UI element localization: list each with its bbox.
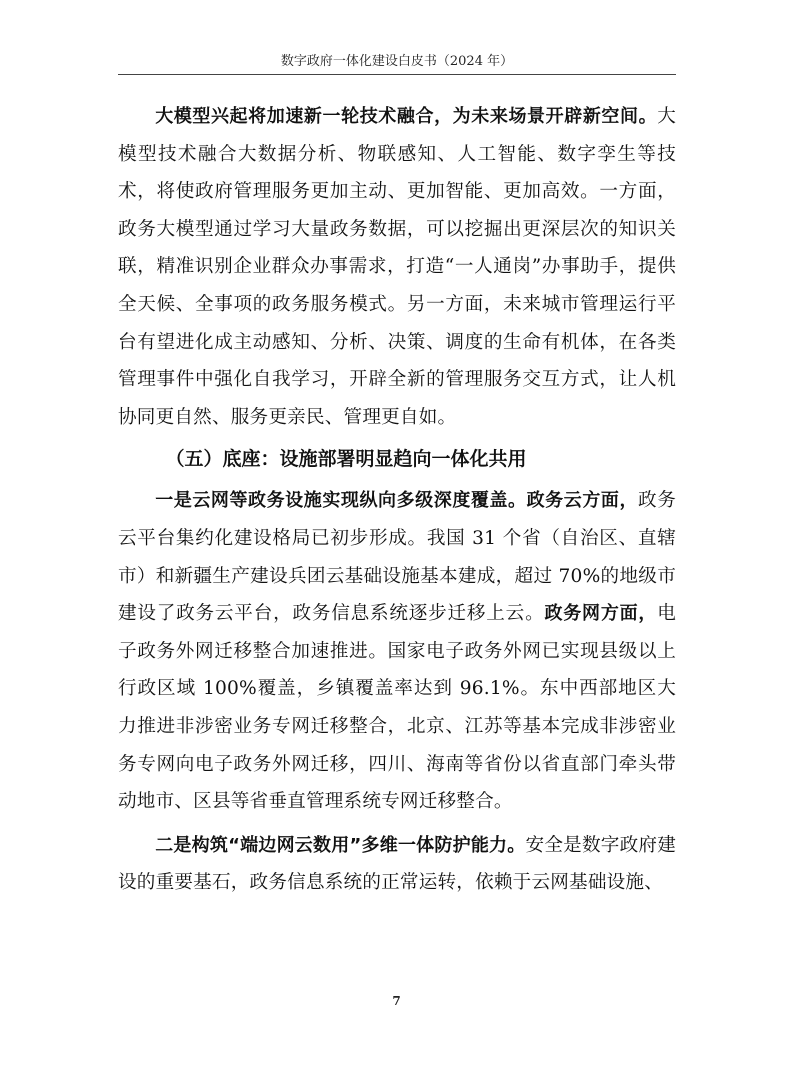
running-header: 数字政府一体化建设白皮书（2024 年） bbox=[118, 52, 676, 75]
paragraph-lead: 大模型兴起将加速新一轮技术融合，为未来场景开辟新空间。 bbox=[155, 106, 658, 127]
paragraph-lead: 一是云网等政务设施实现纵向多级深度覆盖。 bbox=[155, 490, 527, 512]
paragraph-cloud-network bbox=[118, 482, 676, 820]
subsection-lead-gov-network: 政务网方面， bbox=[544, 603, 658, 625]
subsection-lead-gov-cloud: 政务云方面， bbox=[526, 490, 639, 512]
section-heading: （五）底座：设施部署明显趋向一体化共用 bbox=[165, 448, 527, 471]
paragraph-large-models bbox=[118, 98, 676, 436]
paragraph-text: 安全是数字政府建设的重要基石，政务信息系统的正常运转，依赖于云网基础设施、 bbox=[118, 834, 676, 894]
page-number: 7 bbox=[392, 994, 401, 1008]
paragraph-security bbox=[118, 827, 676, 902]
paragraph-text: 政务云平台集约化建设格局已初步形成。我国 31 个省（自治区、直辖市）和新疆生产建设兵团云基础设施基本建成，超过 70%的地级市建设了政务云平台，政务信息系统逐步迁移上云。 bbox=[118, 490, 677, 625]
paragraph-text: 大模型技术融合大数据分析、物联感知、人工智能、数字孪生等技术，将使政府管理服务更加主动、更加智能、更加高效。一方面，政务大模型通过学习大量政务数据，可以挖掘出更深层次的知识关联，精准识别企业群众办事需求，打造“一人通岗”办事助手，提供全天候、全事项的政务服务模式。另一方面，未来城市管理运行平台有望进化成主动感知、分析、决策、调度的生命有机体，在各类管理事件中强化自我学习，开辟全新的管理服务交互方式，让人机协同更自然、服务更亲民、管理更自如。 bbox=[118, 106, 676, 428]
document-body bbox=[118, 98, 676, 902]
paragraph-lead: 二是构筑“端边网云数用”多维一体防护能力。 bbox=[155, 834, 526, 856]
paragraph-text: 电子政务外网迁移整合加速推进。国家电子政务外网已实现县级以上行政区域 100%覆盖，乡镇覆盖率达到 96.1%。东中西部地区大力推进非涉密业务专网迁移整合，北京、江苏等基本完成非涉密业务专网向电子政务外网迁移，四川、海南等省份以省直部门牵头带动地市、区县等省垂直管理系统专网迁移整合。 bbox=[118, 603, 676, 813]
